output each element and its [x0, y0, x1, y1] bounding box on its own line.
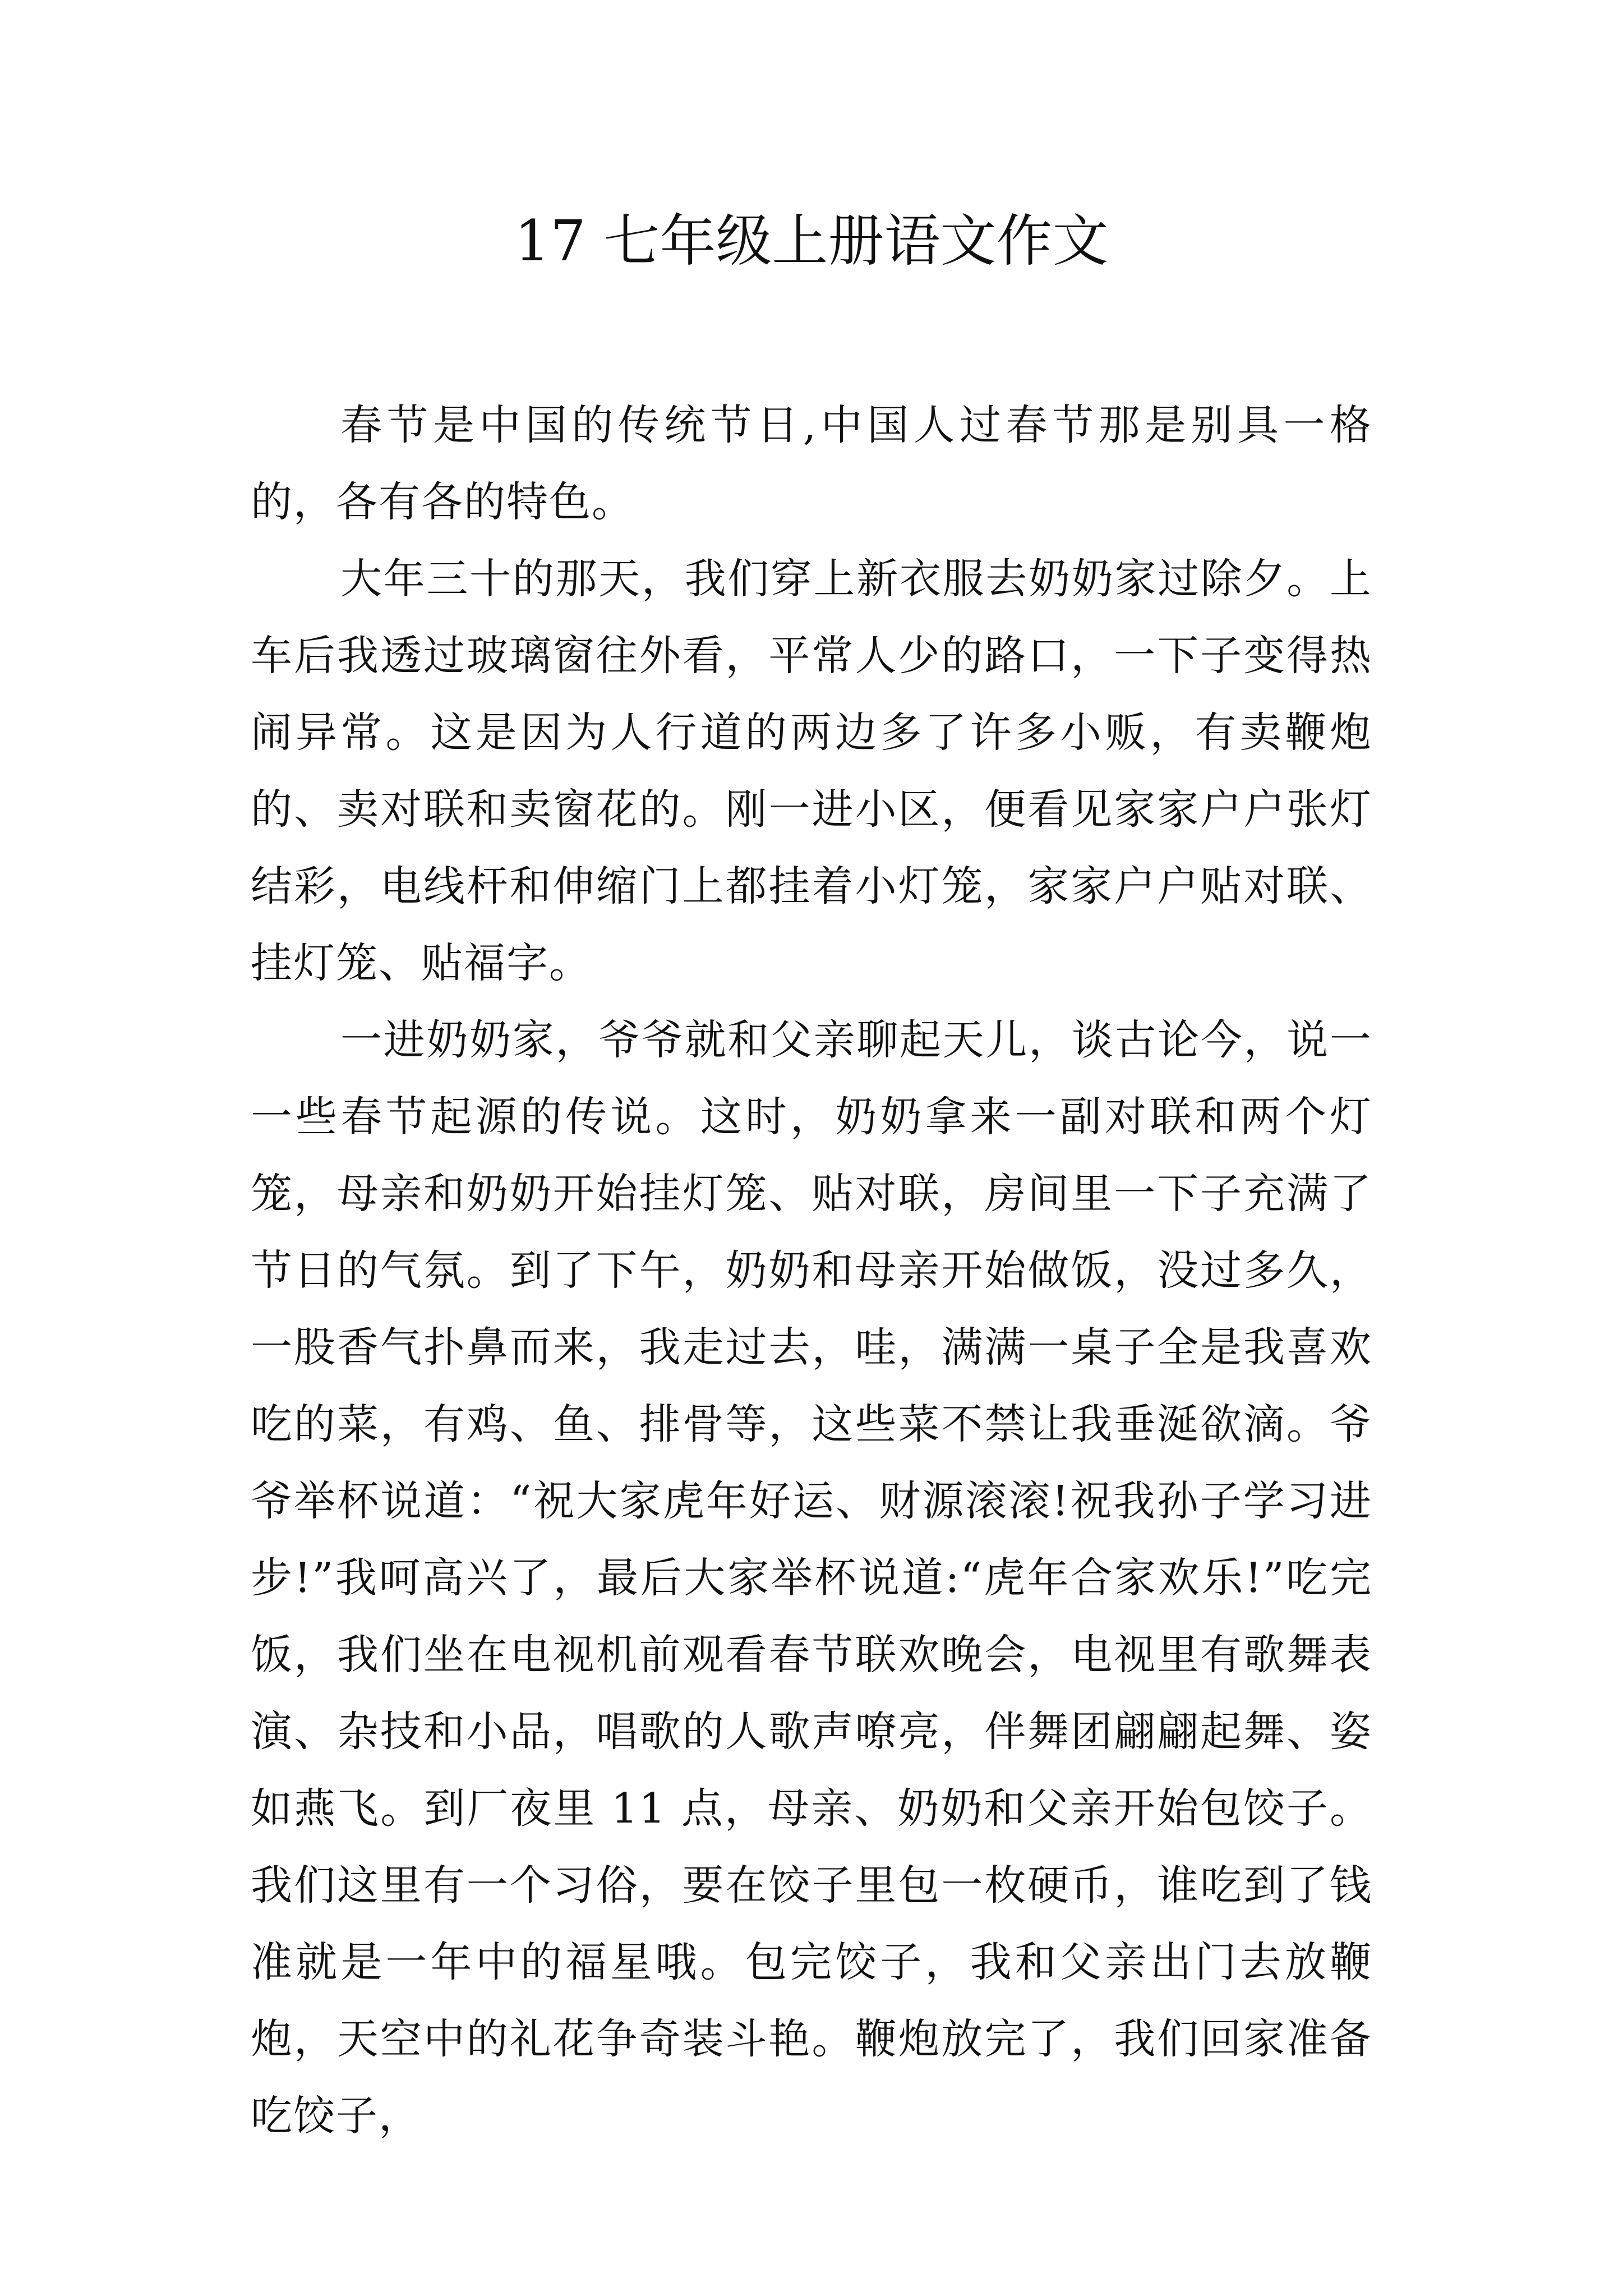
paragraph-2: 大年三十的那天，我们穿上新衣服去奶奶家过除夕。上车后我透过玻璃窗往外看，平常人少的路口，一下子变得热闹异常。这是因为人行道的两边多了许多小贩，有卖鞭炮的、卖对联和卖窗花的。刚一进小区，便看见家家户户张灯结彩，电线杆和伸缩门上都挂着小灯笼，家家户户贴对联、挂灯笼、贴福字。 — [251, 555, 1372, 987]
document-body — [251, 387, 1372, 2155]
paragraph-3: 一进奶奶家，爷爷就和父亲聊起天儿，谈古论今，说一一些春节起源的传说。这时，奶奶拿来一副对联和两个灯笼，母亲和奶奶开始挂灯笼、贴对联，房间里一下子充满了节日的气氛。到了下午，奶奶和母亲开始做饭，没过多久，一股香气扑鼻而来，我走过去，哇，满满一桌子全是我喜欢吃的菜，有鸡、鱼、排骨等，这些菜不禁让我垂涎欲滴。爷爷举杯说道：“祝大家虎年好运、财源滚滚!祝我孙子学习进步!”我呵高兴了，最后大家举杯说道:“虎年合家欢乐!”吃完饭，我们坐在电视机前观看春节联欢晚会，电视里有歌舞表演、杂技和小品，唱歌的人歌声嘹亮，伴舞团翩翩起舞、姿如燕飞。到厂夜里 11 点，母亲、奶奶和父亲开始包饺子。我们这里有一个习俗，要在饺子里包一枚硬币，谁吃到了钱准就是一年中的福星哦。包完饺子，我和父亲出门去放鞭炮，天空中的礼花争奇装斗艳。鞭炮放完了，我们回家准备吃饺子， — [251, 1016, 1372, 2140]
document-title: 17 七年级上册语文作文 — [514, 208, 1109, 274]
paragraph-1: 春节是中国的传统节日,中国人过春节那是别具一格的，各有各的特色。 — [251, 401, 1372, 526]
